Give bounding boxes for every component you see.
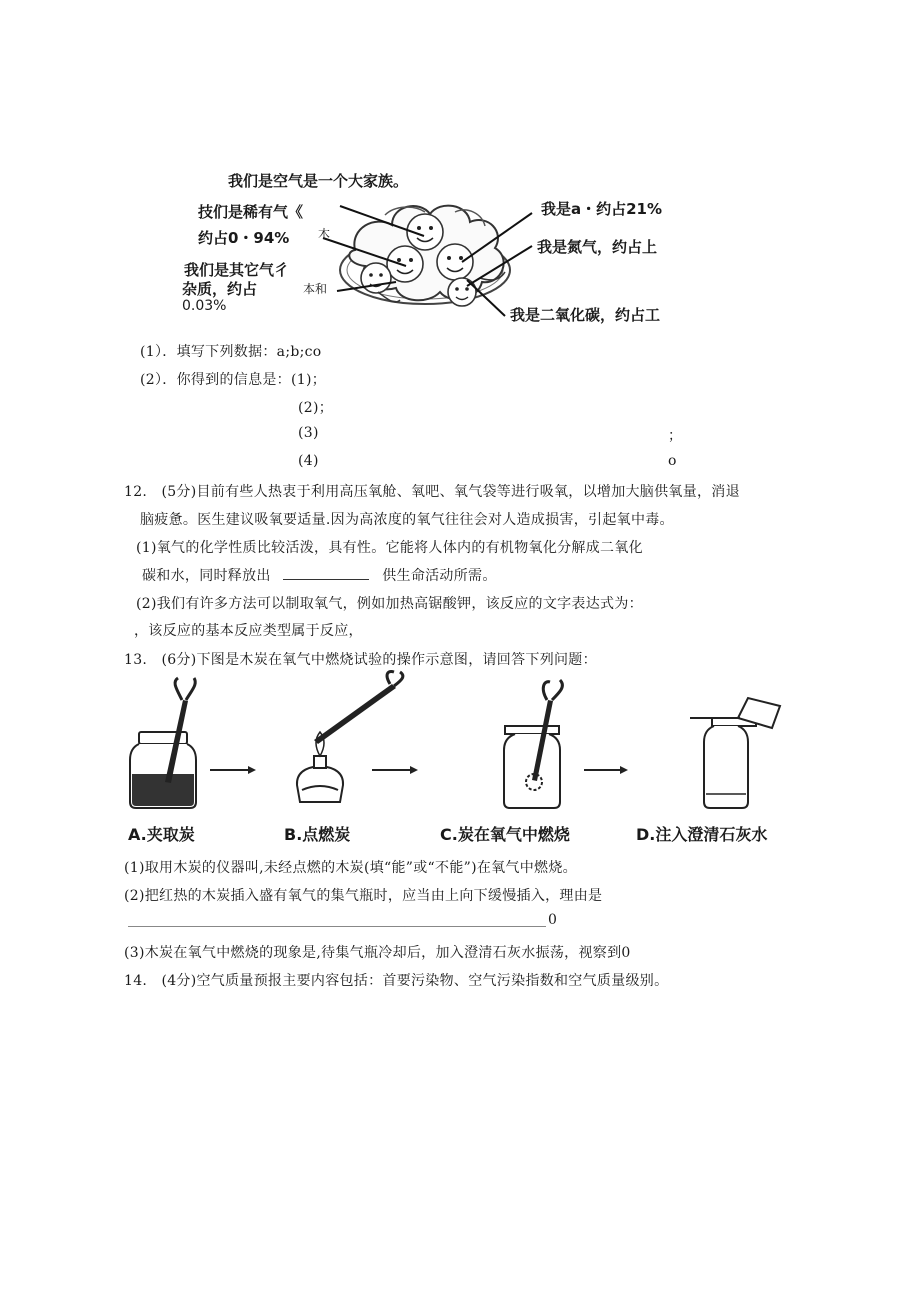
q13-sub-2-end: 0 <box>548 912 558 928</box>
q11-info-2: (2)； <box>298 400 334 416</box>
rare-gas-label: 技们是稀有气《 <box>198 203 304 221</box>
step-d-drawing <box>690 698 780 808</box>
step-b-caption: B.点燃炭 <box>284 825 351 844</box>
cloud-family-drawing <box>0 0 920 340</box>
q11-info-3-end: ； <box>668 428 683 444</box>
q13-stem: 13. (6分)下图是木炭在氧气中燃烧试验的操作示意图，请回答下列问题： <box>124 652 597 668</box>
q12-sub-2-line-1: (2)我们有许多方法可以制取氧气，例如加热高锯酸钾，该反应的文字表达式为： <box>136 596 643 612</box>
q12-sub-1-line-1: (1)氧气的化学性质比较活泼，具有性。它能将人体内的有机物氧化分解成二氧化 <box>136 540 643 556</box>
cartoon-mark-1: 木 <box>318 227 331 241</box>
step-b-drawing <box>297 672 403 803</box>
step-c-caption: C.炭在氧气中燃烧 <box>440 825 570 844</box>
q13-sub-1: (1)取用木炭的仪器叫,未经点燃的木炭(填“能”或“不能”)在氧气中燃烧。 <box>124 860 577 876</box>
q13-sub-2-answer-line[interactable] <box>128 926 546 927</box>
step-d-caption: D.注入澄清石灰水 <box>636 825 768 844</box>
q11-part-2: (2）．你得到的信息是：(1)； <box>140 372 326 388</box>
q12-stem-line-2: 脑疲惫。医生建议吸氧要适量.因为高浓度的氧气往往会对人造成损害，引起氧中毒。 <box>140 512 674 528</box>
rare-gas-percent: 约占0・94% <box>198 229 290 247</box>
q11-part-1: (1）．填写下列数据：a;b;co <box>140 344 322 360</box>
q12-sub-1-text-a: 碳和水，同时释放出 <box>142 568 271 584</box>
q11-info-4-end: o <box>668 453 677 469</box>
step-a-caption: A.夹取炭 <box>128 825 195 844</box>
nitrogen-label: 我是氮气，约占上 <box>537 238 658 256</box>
q11-info-3: (3) <box>298 425 319 441</box>
oxygen-label: 我是a・约占21% <box>541 200 663 218</box>
co2-label: 我是二氧化碳，约占工 <box>510 306 661 324</box>
q12-sub-1-line-2 <box>142 565 497 585</box>
cartoon-mark-2: 本和 <box>303 282 328 296</box>
q14-stem: 14. (4分)空气质量预报主要内容包括：首要污染物、空气污染指数和空气质量级别。 <box>124 973 669 989</box>
q13-sub-3: (3)木炭在氧气中燃烧的现象是,待集气瓶冷却后，加入澄清石灰水振荡，视察到0 <box>124 945 631 961</box>
other-gases-percent: 0.03% <box>182 298 227 314</box>
other-gases-label: 我们是其它气彳 <box>184 261 290 279</box>
q12-sub-1-text-b: 供生命活动所需。 <box>382 568 497 584</box>
q13-sub-2: (2)把红热的木炭插入盛有氧气的集气瓶时，应当由上向下缓慢插入，理由是 <box>124 888 603 904</box>
q11-info-4: (4) <box>298 453 319 469</box>
step-a-drawing <box>130 678 196 808</box>
cartoon-title: 我们是空气是一个大家族。 <box>228 172 409 190</box>
other-gases-impurity: 杂质，约占 <box>182 280 258 298</box>
q12-stem-line-1: 12. (5分)目前有些人热衷于利用高压氧舱、氧吧、氧气袋等进行吸氧，以增加大脑供氧量，消退 <box>124 484 740 500</box>
q12-sub-2-line-2: ，该反应的基本反应类型属于反应， <box>134 623 363 639</box>
answer-blank[interactable] <box>283 579 369 580</box>
step-c-drawing <box>504 680 562 808</box>
